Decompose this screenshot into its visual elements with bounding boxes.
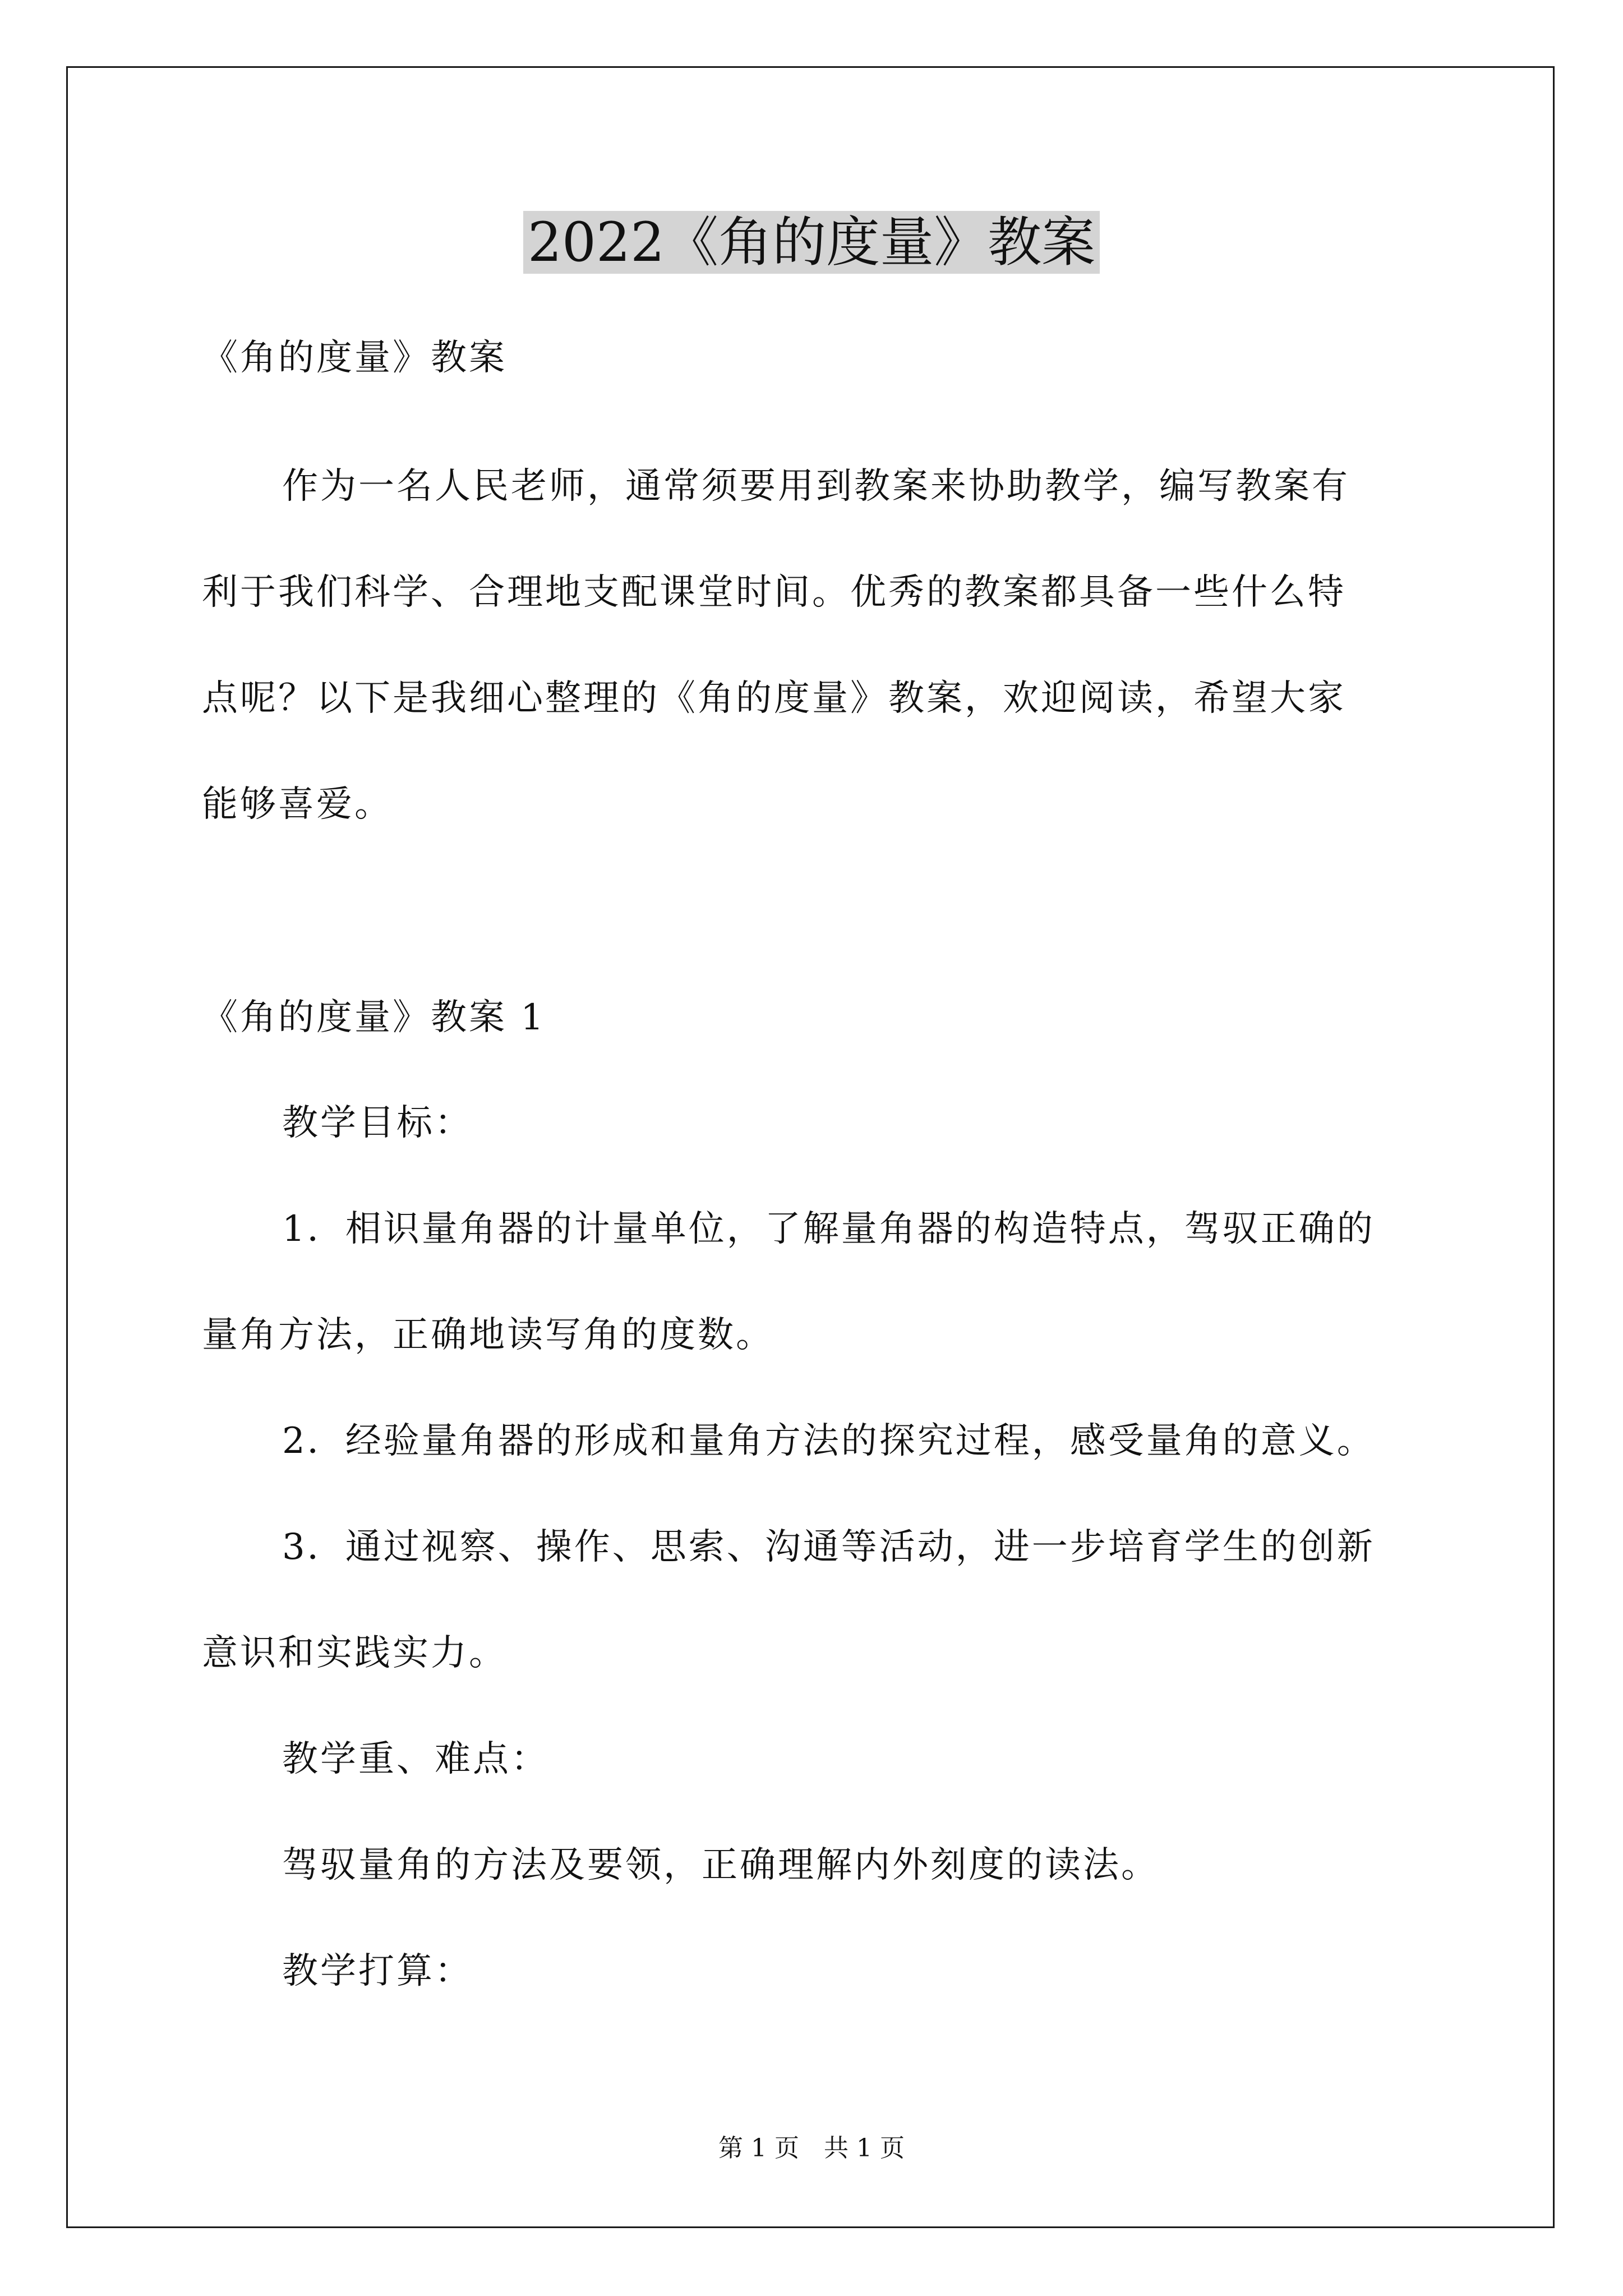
objective-1-line-1: 1．相识量角器的计量单位，了解量角器的构造特点，驾驭正确的 [282, 1208, 1375, 1250]
preparation-heading: 教学打算： [282, 1950, 473, 1992]
page-footer: 第 1 页 共 1 页 [718, 2134, 905, 2162]
objective-3-line-1: 3．通过视察、操作、思索、沟通等活动，进一步培育学生的创新 [282, 1526, 1375, 1568]
objectives-heading: 教学目标： [282, 1102, 473, 1144]
page-border [66, 66, 1555, 2228]
intro-line-3: 点呢？以下是我细心整理的《角的度量》教案，欢迎阅读，希望大家 [202, 678, 1346, 719]
objective-1-line-2: 量角方法，正确地读写角的度数。 [202, 1314, 774, 1356]
intro-line-4: 能够喜爱。 [202, 784, 393, 825]
intro-line-2: 利于我们科学、合理地支配课堂时间。优秀的教案都具备一些什么特 [202, 572, 1346, 613]
intro-line-1: 作为一名人民老师，通常须要用到教案来协助教学，编写教案有 [282, 466, 1350, 507]
section-heading: 《角的度量》教案 1 [202, 997, 546, 1038]
objective-2: 2．经验量角器的形成和量角方法的探究过程，感受量角的意义。 [282, 1420, 1375, 1462]
subtitle: 《角的度量》教案 [202, 337, 507, 379]
key-points-heading: 教学重、难点： [282, 1738, 549, 1780]
title-text: 2022《角的度量》教案 [523, 211, 1100, 274]
key-points: 驾驭量角的方法及要领，正确理解内外刻度的读法。 [282, 1844, 1159, 1886]
document-title [0, 200, 1623, 284]
objective-3-line-2: 意识和实践实力。 [202, 1632, 507, 1674]
